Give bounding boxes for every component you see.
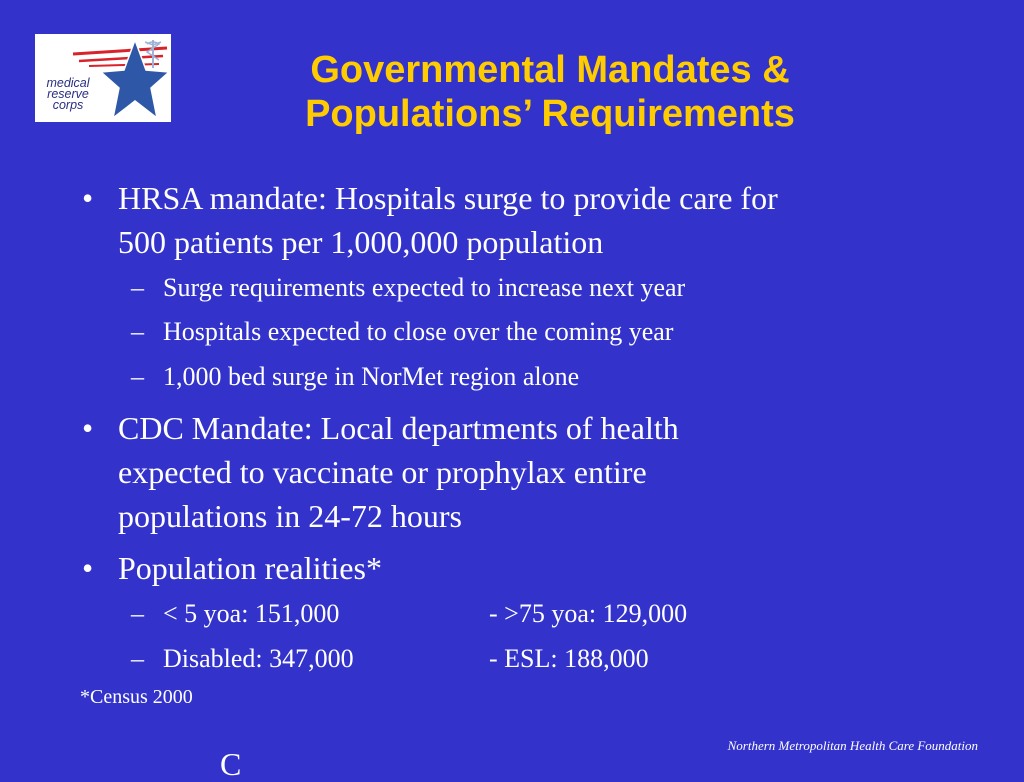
dash-mark: – [131, 599, 144, 628]
census-footnote: *Census 2000 [80, 686, 193, 708]
bullet-text-line: HRSA mandate: Hospitals surge to provide care for [118, 180, 778, 216]
bullet-text-line: expected to vaccinate or prophylax entire [118, 454, 647, 490]
sub-bullet-population-row [131, 598, 963, 630]
logo-line-corps: corps [52, 98, 84, 112]
dash-mark: – [131, 317, 144, 346]
bullet-cdc [82, 406, 948, 538]
logo-line-reserve: reserve [47, 87, 89, 101]
bullet-mark: • [82, 550, 94, 586]
population-disabled: Disabled: 347,000 [163, 644, 354, 673]
sub-bullet [131, 272, 963, 304]
bullet-mark: • [82, 410, 94, 446]
population-under-5: < 5 yoa: 151,000 [163, 599, 340, 628]
sub-bullet-text: Hospitals expected to close over the coming year [163, 317, 674, 346]
bullet-population [82, 546, 948, 590]
population-over-75: - >75 yoa: 129,000 [489, 599, 688, 628]
bullet-mark: • [82, 180, 94, 216]
sub-bullet-text: 1,000 bed surge in NorMet region alone [163, 362, 580, 391]
dash-mark: – [131, 273, 144, 302]
dash-mark: – [131, 362, 144, 391]
bullet-text-line: Population realities* [118, 550, 382, 586]
bullet-text-line: 500 patients per 1,000,000 population [118, 224, 604, 260]
sub-bullet [131, 361, 963, 393]
bullet-hrsa [82, 176, 948, 264]
sub-bullet-population-row [131, 643, 963, 675]
stray-character: C [220, 746, 242, 782]
footer-organization: Northern Metropolitan Health Care Foundation [727, 738, 978, 753]
population-esl: - ESL: 188,000 [489, 644, 649, 673]
title-line-2: Populations’ Requirements [305, 93, 795, 135]
sub-bullet-text: Surge requirements expected to increase next year [163, 273, 686, 302]
bullet-text-line: populations in 24-72 hours [118, 498, 462, 534]
dash-mark: – [131, 644, 144, 673]
title-line-1: Governmental Mandates & [310, 49, 790, 91]
bullet-text-line: CDC Mandate: Local departments of health [118, 410, 679, 446]
sub-bullet [131, 316, 963, 348]
logo-line-medical: medical [46, 76, 90, 90]
